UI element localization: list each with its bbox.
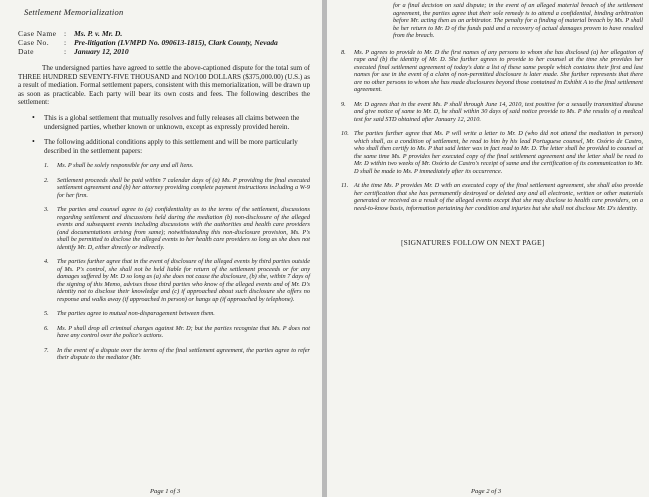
clause-item: [44, 177, 310, 200]
caption-value: January 12, 2010: [74, 47, 129, 56]
clause-number: 1.: [44, 162, 49, 170]
clause-list: [341, 49, 643, 213]
bullet-icon: •: [32, 112, 35, 122]
clause-number: 2.: [44, 176, 49, 184]
clause-number: 3.: [44, 206, 49, 214]
caption-label: Date: [18, 47, 34, 56]
document-title: Settlement Memorialization: [24, 7, 124, 17]
bullet-item: [32, 138, 310, 155]
clause-text: Settlement proceeds shall be paid within 7 calendar days of (a) Ms. P providing the final executed settlement agreement and (b) her attorney providing complete payment instructions including a W-9 for her firm.: [57, 176, 310, 199]
case-caption: [18, 29, 310, 56]
clause-text: Ms. P agrees to provide to Mr. D the first names of any persons to whom she has disclosed (a) her allegation of rape and (b) the identity of Mr. D. She further agrees to provide to her counsel at the time she provides her executed final settlement agreement of today's date a list of these same people which contains their first and last names for use in the event of a claim of non-permitted disclosure is later made. She further represents that there are no other persons to whom she has made disclosures beyond those contained in Exhibit A to the final settlement agreement.: [354, 48, 643, 93]
clause-text: The parties and counsel agree to (a) confidentiality as to the terms of the settlement, discussions regarding settlement and discussions held during the mediation (b) non-disclosure of the alleged events and subsequent events including discussions with the authorities and health care providers (and documentations arising from same); notwithstanding this non-disclosure provision, Ms. P's shall be permitted to disclose the alleged events to her health care providers so long as she does not identify Mr. D, either directly or indirectly.: [57, 206, 310, 251]
clause-item: [44, 310, 310, 318]
clause-number: 4.: [44, 258, 49, 266]
caption-label: Case Name: [18, 29, 57, 38]
clause-text: The parties agree to mutual non-disparagement between them.: [57, 310, 215, 318]
clause-text: Ms. P shall be solely responsible for any and all liens.: [57, 162, 194, 170]
bullet-text: This is a global settlement that mutually resolves and fully releases all claims between the undersigned parties, whether known or unknown, except as expressly provided herein.: [44, 113, 300, 131]
clause-item: [44, 325, 310, 340]
document-page-2: [327, 0, 649, 497]
clause-number: 6.: [44, 324, 49, 332]
clause-number: 8.: [341, 48, 346, 56]
clause-text: In the event of a dispute over the terms of the final settlement agreement, the parties agree to refer their dispute to the mediator (Mr.: [57, 346, 310, 362]
clause-item: [341, 49, 643, 94]
document-page-1: [0, 0, 322, 497]
clause-item: [44, 162, 310, 170]
clause-item: [44, 347, 310, 362]
clause-item: [44, 258, 310, 303]
clause-item: [44, 206, 310, 251]
clause-number: 7.: [44, 346, 49, 354]
clause-item: [341, 130, 643, 175]
clause-number: 5.: [44, 310, 49, 318]
clause-text: Ms. P shall drop all criminal charges against Mr. D; but the parties recognize that Ms. P does not have any control over the police's actions.: [57, 324, 310, 340]
caption-value: Ms. P. v. Mr. D.: [74, 29, 123, 38]
clause-number: 10.: [341, 130, 349, 137]
clause-text: At the time Ms. P provides Mr. D with an executed copy of the final settlement agreement, she shall also provide her certification that she has permanently destroyed or deleted any and all electronic, written or other materials generated or received as a result of the alleged events except that she may disclose to health care providers, on a need-to-know basis, information pertaining her condition and injuries but she shall not disclose Mr. D's identity.: [354, 182, 643, 212]
caption-separator: :: [64, 29, 67, 38]
clause-continuation: for a final decision on said dispute; in the event of an alleged material breach of the settlement agreement, the parties agree that their sole remedy is to attend a confidential, binding arbitration before Mr. acting then as an arbitrator. The penalty for a finding of material breach by Ms. P shall be her return to Mr. D of the funds paid and a recovery of actual damages proven to have resulted from the breach.: [393, 2, 643, 39]
bullet-text: The following additional conditions apply to this settlement and will be more particularly described in the settlement papers:: [44, 138, 298, 155]
clause-number: 11.: [341, 182, 349, 189]
caption-separator: :: [64, 47, 67, 56]
page-number: Page 2 of 3: [471, 488, 502, 495]
clause-text: The parties further agree that Ms. P will write a letter to Mr. D (who did not attend the mediation in person) which shall, as a condition of settlement, be read to him by his lead Portuguese counsel, Mr. Osório de Castro, who shall then certify to Ms. P that said letter was in fact read to Mr. D. The letter shall be provided to counsel at the same time Ms. P provides her executed copy of the final settlement agreement and the letter shall be read to Mr. D within two weeks of Mr. Osório de Castro's receipt of same and the certification of its communication to Mr. D shall be made to Ms. P immediately after its occurrence.: [354, 130, 643, 175]
caption-label: Case No.: [18, 38, 50, 47]
bullet-icon: •: [32, 137, 35, 147]
bullet-item: [32, 114, 310, 131]
caption-separator: :: [64, 38, 67, 47]
intro-paragraph: The undersigned parties have agreed to settle the above-captioned dispute for the total sum of THREE HUNDRED SEVENTY-FIVE THOUSAND and NO/100 DOLLARS ($375,000.00) (U.S.) as a result of mediation. Formal settlement papers, consistent with this memorialization, will be drawn up as soon as practicable. Each party will bear its own costs and fees. The following describes the settlement:: [18, 64, 310, 107]
page-number: Page 1 of 3: [150, 488, 181, 495]
clause-text: Mr. D agrees that in the event Ms. P shall through June 14, 2010, test positive for a sexually transmitted disease and give notice of same to Mr. D, he shall within 30 days of said notice provide to Ms. P the results of a medical test for said STD obtained after January 12, 2010.: [354, 100, 643, 123]
clause-item: [341, 101, 643, 124]
signature-note: [SIGNATURES FOLLOW ON NEXT PAGE]: [401, 238, 545, 247]
clause-text: The parties further agree that in the event of disclosure of the alleged events by third parties outside of Ms. P's control, she shall not be held liable for return of the settlement proceeds or for any damages suffered by Mr. D so long as (a) she does not cause the disclosure, (b) she, within 7 days of the signing of this Memo, advises those third parties who know of the alleged events and of Mr. D's identity not to disclose their knowledge and (c) if approached about such disclosure she offers no response and walks away (if approached in person) or hangs up (if approached by telephone).: [57, 258, 310, 303]
clause-item: [341, 182, 643, 212]
clause-number: 9.: [341, 100, 346, 108]
caption-value: Pre-litigation (LVMPD No. 090613-1815), Clark County, Nevada: [74, 38, 278, 47]
clause-list: [18, 162, 310, 362]
